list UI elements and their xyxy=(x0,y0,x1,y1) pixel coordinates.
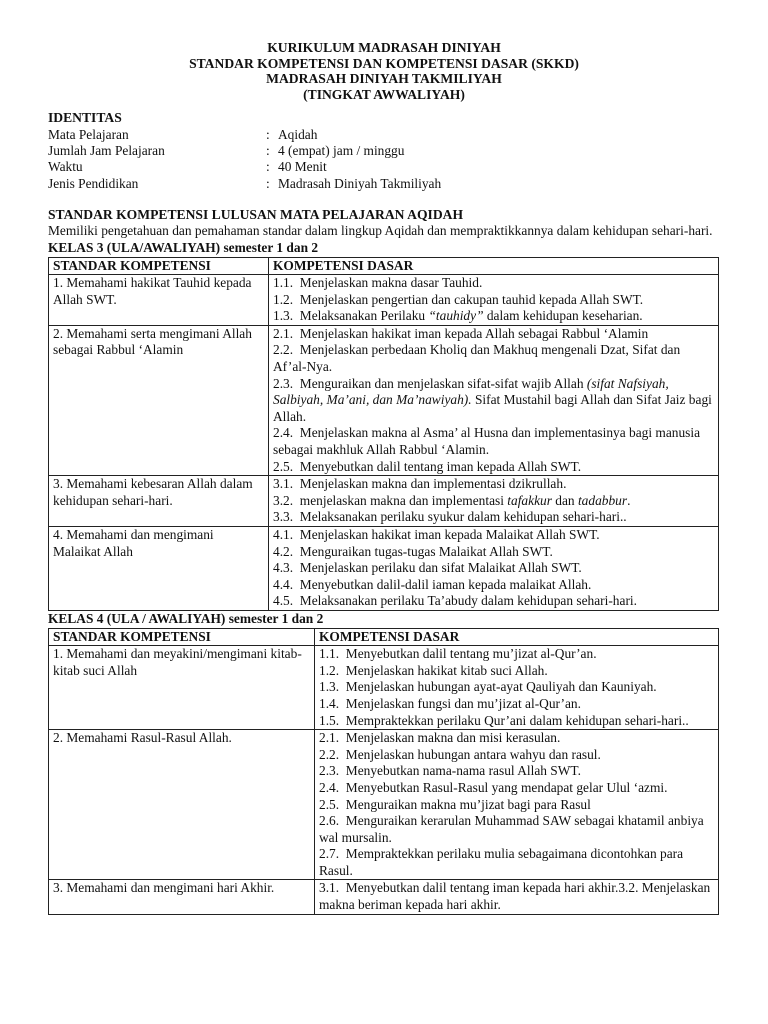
kompetensi-dasar-item xyxy=(319,797,714,814)
kompetensi-dasar-cell xyxy=(315,730,719,880)
kompetensi-dasar-cell xyxy=(315,646,719,730)
identitas-row xyxy=(48,127,720,143)
kd-text: Menjelaskan hakikat iman kepada Allah sebagai Rabbul ‘Alamin xyxy=(299,325,649,341)
kd-text: Menjelaskan hubungan ayat-ayat Qauliyah dan Kauniyah. xyxy=(345,679,657,695)
kompetensi-dasar-item xyxy=(273,342,714,375)
kd-text: Menguraikan dan menjelaskan sifat-sifat wajib Allah xyxy=(299,375,587,391)
table-header-row xyxy=(49,628,719,646)
kd-text: Menjelaskan makna dan implementasi dzikrullah. xyxy=(299,476,567,492)
skl-heading: STANDAR KOMPETENSI LULUSAN MATA PELAJARAN AQIDAH xyxy=(48,206,464,222)
kompetensi-dasar-item xyxy=(273,476,714,493)
kd-text: Menjelaskan hubungan antara wahyu dan rasul. xyxy=(345,746,601,762)
kd-number: 1.3. xyxy=(319,679,340,695)
kd-number: 1.2. xyxy=(273,291,294,307)
table-row xyxy=(49,646,719,730)
kompetensi-dasar-item xyxy=(319,763,714,780)
kd-text: Menyebutkan dalil-dalil iaman kepada malaikat Allah. xyxy=(299,576,592,592)
kd-text: Mempraktekkan perilaku Qur’ani dalam kehidupan sehari-hari.. xyxy=(345,712,689,728)
kompetensi-dasar-item xyxy=(273,544,714,561)
standar-kompetensi-cell: 2. Memahami Rasul-Rasul Allah. xyxy=(49,730,315,880)
kd-text: Menyebutkan nama-nama rasul Allah SWT. xyxy=(345,763,581,779)
kompetensi-dasar-item xyxy=(319,713,714,730)
kd-text: Menjelaskan fungsi dan mu’jizat al-Qur’an. xyxy=(345,695,581,711)
col-header-standar-kompetensi: STANDAR KOMPETENSI xyxy=(49,257,269,275)
kd-text: Menjelaskan makna al Asma’ al Husna dan implementasinya bagi manusia sebagai makhluk Allah Rabbul ‘Alamin. xyxy=(273,425,701,458)
kompetensi-dasar-cell xyxy=(269,275,719,326)
kd-number: 4.3. xyxy=(273,560,294,576)
table-row xyxy=(49,325,719,475)
table-header-row xyxy=(49,257,719,275)
identitas-heading: IDENTITAS xyxy=(48,110,122,126)
standar-kompetensi-cell: 1. Memahami hakikat Tauhid kepada Allah SWT. xyxy=(49,275,269,326)
kd-text: Sifat Mustahil bagi Allah dan Sifat Jaiz bagi Allah. xyxy=(273,392,712,424)
kd-text: menjelaskan makna dan implementasi xyxy=(299,492,508,508)
col-header-kompetensi-dasar: KOMPETENSI DASAR xyxy=(269,257,719,275)
kd-text: Mempraktekkan perilaku mulia sebagaimana dicontohkan para Rasul. xyxy=(319,846,684,878)
kd-text: Menyebutkan dalil tentang iman kepada hari akhir.3.2. Menjelaskan makna beriman kepada hari akhir. xyxy=(319,880,711,913)
identitas-value: 4 (empat) jam / minggu xyxy=(278,143,405,159)
kompetensi-dasar-item xyxy=(273,527,714,544)
kd-text: . xyxy=(627,492,631,508)
identitas-label: Waktu xyxy=(48,159,83,175)
col-header-standar-kompetensi: STANDAR KOMPETENSI xyxy=(49,628,315,646)
kd-text: Menjelaskan makna dan misi kerasulan. xyxy=(345,730,561,746)
kd-text: Menjelaskan hakikat iman kepada Malaikat Allah SWT. xyxy=(299,527,600,542)
kd-number: 2.2. xyxy=(273,342,294,358)
kd-text: dan xyxy=(551,492,578,508)
kompetensi-dasar-cell xyxy=(269,527,719,611)
kompetensi-dasar-item xyxy=(319,846,714,879)
kd-number: 2.3. xyxy=(319,763,340,779)
kompetensi-dasar-item xyxy=(319,780,714,797)
kompetensi-dasar-item xyxy=(319,696,714,713)
identitas-label: Jenis Pendidikan xyxy=(48,175,139,191)
kd-number: 4.4. xyxy=(273,576,294,592)
kompetensi-dasar-item xyxy=(273,560,714,577)
identitas-row xyxy=(48,176,720,192)
kompetensi-dasar-cell xyxy=(269,325,719,475)
identitas-row xyxy=(48,143,720,159)
col-header-kompetensi-dasar: KOMPETENSI DASAR xyxy=(315,628,719,646)
standar-kompetensi-cell: 1. Memahami dan meyakini/mengimani kitab-kitab suci Allah xyxy=(49,646,315,730)
kd-text: Menyebutkan dalil tentang mu’jizat al-Qur’an. xyxy=(345,646,597,662)
kelas4-heading: KELAS 4 (ULA / AWALIYAH) semester 1 dan 2 xyxy=(48,610,324,626)
kd-text: Menjelaskan perbedaan Kholiq dan Makhuq mengenali Dzat, Sifat dan Af’al-Nya. xyxy=(273,342,681,375)
kd-text: Menguraikan makna mu’jizat bagi para Rasul xyxy=(345,796,591,812)
document-title xyxy=(48,40,720,102)
standar-kompetensi-cell: 4. Memahami dan mengimani Malaikat Allah xyxy=(49,527,269,611)
kd-number: 1.5. xyxy=(319,712,340,728)
identitas-value: 40 Menit xyxy=(278,159,327,175)
kompetensi-dasar-item xyxy=(319,679,714,696)
table-row xyxy=(49,880,719,914)
kd-text: Menjelaskan pengertian dan cakupan tauhid kepada Allah SWT. xyxy=(299,291,644,307)
kd-number: 2.5. xyxy=(319,796,340,812)
kd-text: Melaksanakan Perilaku xyxy=(299,308,429,324)
kd-text: Menjelaskan makna dasar Tauhid. xyxy=(299,275,483,291)
kd-number: 2.1. xyxy=(273,325,294,341)
identitas-label: Mata Pelajaran xyxy=(48,126,129,142)
kd-number: 1.2. xyxy=(319,662,340,678)
kompetensi-dasar-item xyxy=(273,425,714,458)
identitas-value: Aqidah xyxy=(278,126,318,142)
kompetensi-dasar-item xyxy=(273,308,714,325)
identitas-colon: : xyxy=(266,126,270,142)
kd-number: 1.1. xyxy=(273,275,294,291)
kd-number: 2.6. xyxy=(319,813,340,829)
kd-text: Menguraikan kerarulan Muhammad SAW sebagai khatamil anbiya wal mursalin. xyxy=(319,813,704,845)
identitas-colon: : xyxy=(266,159,270,175)
kelas3-table xyxy=(48,257,719,611)
kd-text: Menyebutkan Rasul-Rasul yang mendapat gelar Ulul ‘azmi. xyxy=(345,779,668,795)
kd-italic-text: (sifat Nafsiyah, Salbiyah, Ma’ani, dan Ma’nawiyah). xyxy=(273,375,669,408)
kd-italic-text: tadabbur xyxy=(577,492,628,508)
identitas-value: Madrasah Diniyah Takmiliyah xyxy=(278,175,442,191)
kd-number: 3.3. xyxy=(273,509,294,525)
kd-text: Menjelaskan perilaku dan sifat Malaikat Allah SWT. xyxy=(299,560,582,576)
identitas-colon: : xyxy=(266,143,270,159)
kompetensi-dasar-item xyxy=(273,459,714,476)
kd-number: 1.1. xyxy=(319,646,340,662)
kompetensi-dasar-item xyxy=(273,376,714,426)
kd-number: 1.4. xyxy=(319,695,340,711)
kd-number: 4.1. xyxy=(273,527,294,542)
table-row xyxy=(49,730,719,880)
identitas-list xyxy=(48,127,720,192)
kd-text: Menjelaskan hakikat kitab suci Allah. xyxy=(345,662,548,678)
title-line-2: STANDAR KOMPETENSI DAN KOMPETENSI DASAR (SKKD) xyxy=(189,55,579,71)
kd-number: 4.2. xyxy=(273,543,294,559)
kd-italic-text: “tauhidy” xyxy=(428,308,484,324)
kd-number: 2.4. xyxy=(273,425,294,441)
table-row xyxy=(49,275,719,326)
kompetensi-dasar-item xyxy=(273,326,714,343)
kelas3-heading: KELAS 3 (ULA/AWALIYAH) semester 1 dan 2 xyxy=(48,239,319,255)
kompetensi-dasar-item xyxy=(319,663,714,680)
kd-number: 2.7. xyxy=(319,846,340,862)
standar-kompetensi-cell: 2. Memahami serta mengimani Allah sebagai Rabbul ‘Alamin xyxy=(49,325,269,475)
kompetensi-dasar-item xyxy=(273,593,714,610)
kompetensi-dasar-item xyxy=(319,646,714,663)
identitas-row xyxy=(48,159,720,175)
standar-kompetensi-cell: 3. Memahami dan mengimani hari Akhir. xyxy=(49,880,315,914)
kompetensi-dasar-item xyxy=(319,813,714,846)
kd-text: Menyebutkan dalil tentang iman kepada Allah SWT. xyxy=(299,458,582,474)
kd-number: 2.2. xyxy=(319,746,340,762)
kd-number: 2.1. xyxy=(319,730,340,746)
kompetensi-dasar-item xyxy=(319,730,714,747)
title-line-1: KURIKULUM MADRASAH DINIYAH xyxy=(267,40,501,55)
kompetensi-dasar-item xyxy=(273,509,714,526)
title-line-3: MADRASAH DINIYAH TAKMILIYAH xyxy=(266,71,502,87)
kompetensi-dasar-cell xyxy=(269,476,719,527)
kompetensi-dasar-item xyxy=(273,577,714,594)
standar-kompetensi-cell: 3. Memahami kebesaran Allah dalam kehidupan sehari-hari. xyxy=(49,476,269,527)
kelas4-table xyxy=(48,628,719,915)
kompetensi-dasar-cell xyxy=(315,880,719,914)
kompetensi-dasar-item xyxy=(273,292,714,309)
kd-number: 2.3. xyxy=(273,375,294,391)
kd-text: dalam kehidupan keseharian. xyxy=(483,308,643,324)
title-line-4: (TINGKAT AWWALIYAH) xyxy=(303,86,465,102)
skl-text: Memiliki pengetahuan dan pemahaman standar dalam lingkup Aqidah dan mempraktikkannya dalam kehidupan sehari-hari. xyxy=(48,223,713,239)
kd-number: 3.1. xyxy=(273,476,294,492)
kd-number: 2.4. xyxy=(319,779,340,795)
table-row xyxy=(49,527,719,611)
kompetensi-dasar-item xyxy=(319,747,714,764)
kd-text: Menguraikan tugas-tugas Malaikat Allah SWT. xyxy=(299,543,553,559)
identitas-colon: : xyxy=(266,175,270,191)
kd-italic-text: tafakkur xyxy=(507,492,552,508)
identitas-label: Jumlah Jam Pelajaran xyxy=(48,143,165,159)
kd-text: Melaksanakan perilaku syukur dalam kehidupan sehari-hari.. xyxy=(299,509,627,525)
kompetensi-dasar-item xyxy=(319,880,714,913)
kd-number: 4.5. xyxy=(273,593,294,609)
kd-text: Melaksanakan perilaku Ta’abudy dalam kehidupan sehari-hari. xyxy=(299,593,637,609)
kd-number: 3.2. xyxy=(273,492,294,508)
kd-number: 1.3. xyxy=(273,308,294,324)
kd-number: 2.5. xyxy=(273,458,294,474)
kompetensi-dasar-item xyxy=(273,275,714,292)
kompetensi-dasar-item xyxy=(273,493,714,510)
table-row xyxy=(49,476,719,527)
kd-number: 3.1. xyxy=(319,880,340,896)
